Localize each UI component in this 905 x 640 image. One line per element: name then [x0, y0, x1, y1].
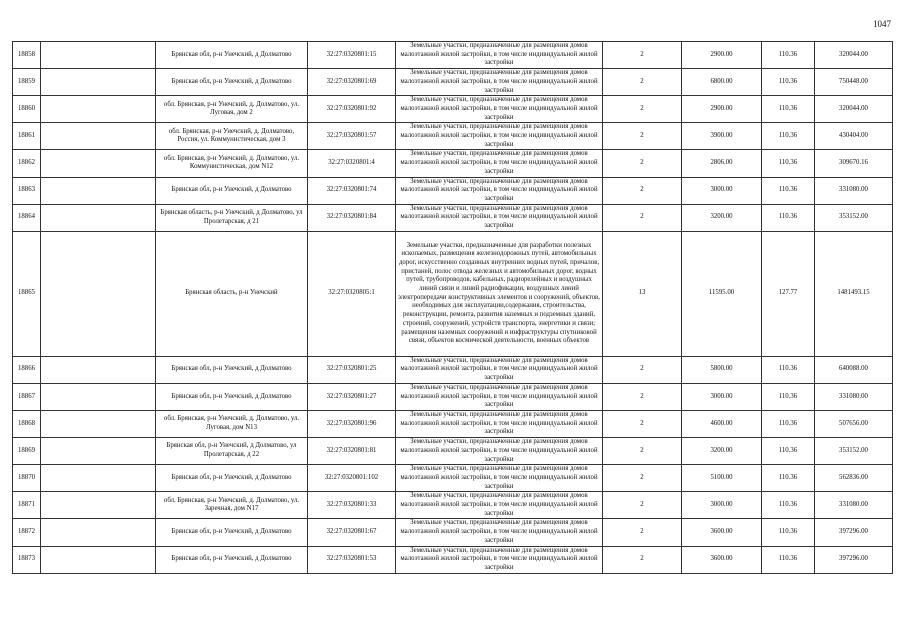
row-number-cell: 18870 [13, 465, 41, 492]
group-cell: 2 [603, 546, 682, 573]
address-cell: Брянская область, р-н Унечский, д Долматово, ул Пролетарская, д 21 [156, 204, 308, 231]
land-use-cell: Земельные участки, предназначенные для размещения домов малоэтажной жилой застройки, в том числе индивидуальной жилой застройки [396, 546, 603, 573]
rate-cell: 110.36 [762, 519, 815, 546]
address-cell: Брянская обл, р-н Унечский, д Долматово, ул Пролетарская, д 22 [156, 438, 308, 465]
spacer-cell [41, 69, 156, 96]
cadastral-number-cell: 32:27:0320801:69 [308, 69, 396, 96]
area-cell: 11595.00 [682, 231, 762, 356]
row-number-cell: 18864 [13, 204, 41, 231]
rate-cell: 110.36 [762, 546, 815, 573]
land-use-cell: Земельные участки, предназначенные для размещения домов малоэтажной жилой застройки, в том числе индивидуальной жилой застройки [396, 96, 603, 123]
table-row [13, 383, 893, 410]
rate-cell: 110.36 [762, 150, 815, 177]
cadastral-number-cell: 32:27:0320801:102 [308, 465, 396, 492]
address-cell: Брянская обл, р-н Унечский, д Долматово [156, 177, 308, 204]
row-number-cell: 18866 [13, 356, 41, 383]
spacer-cell [41, 383, 156, 410]
rate-cell: 110.36 [762, 42, 815, 69]
spacer-cell [41, 410, 156, 437]
spacer-cell [41, 519, 156, 546]
table-body [13, 42, 893, 574]
area-cell: 3600.00 [682, 546, 762, 573]
rate-cell: 110.36 [762, 69, 815, 96]
table-row [13, 231, 893, 356]
cadastral-value-cell: 750448.00 [815, 69, 893, 96]
table-row [13, 465, 893, 492]
row-number-cell: 18862 [13, 150, 41, 177]
row-number-cell: 18860 [13, 96, 41, 123]
spacer-cell [41, 150, 156, 177]
spacer-cell [41, 438, 156, 465]
area-cell: 3000.00 [682, 492, 762, 519]
cadastral-value-cell: 397296.00 [815, 546, 893, 573]
row-number-cell: 18873 [13, 546, 41, 573]
area-cell: 5100.00 [682, 465, 762, 492]
address-cell: Брянская обл, р-н Унечский, д Долматово [156, 465, 308, 492]
row-number-cell: 18865 [13, 231, 41, 356]
cadastral-number-cell: 32:27:0320801:4 [308, 150, 396, 177]
land-use-cell: Земельные участки, предназначенные для размещения домов малоэтажной жилой застройки, в том числе индивидуальной жилой застройки [396, 150, 603, 177]
spacer-cell [41, 42, 156, 69]
address-cell: обл. Брянская, р-н Унечский, д. Долматово, ул. Коммунистическая, дом N12 [156, 150, 308, 177]
row-number-cell: 18868 [13, 410, 41, 437]
table-row [13, 410, 893, 437]
rate-cell: 110.36 [762, 465, 815, 492]
row-number-cell: 18858 [13, 42, 41, 69]
rate-cell: 110.36 [762, 410, 815, 437]
rate-cell: 110.36 [762, 383, 815, 410]
cadastral-number-cell: 32:27:0320801:33 [308, 492, 396, 519]
table-row [13, 69, 893, 96]
cadastral-value-cell: 320044.00 [815, 96, 893, 123]
group-cell: 2 [603, 177, 682, 204]
cadastral-value-cell: 397296.00 [815, 519, 893, 546]
area-cell: 3200.00 [682, 438, 762, 465]
cadastral-number-cell: 32:27:0320801:74 [308, 177, 396, 204]
address-cell: Брянская обл, р-н Унечский, д Долматово [156, 546, 308, 573]
area-cell: 5800.00 [682, 356, 762, 383]
area-cell: 3200.00 [682, 204, 762, 231]
table-row [13, 204, 893, 231]
address-cell: обл. Брянская, р-н Унечский, д. Долматово, ул. Луговая, дом 2 [156, 96, 308, 123]
address-cell: обл. Брянская, р-н Унечский, д. Долматово, Россия, ул. Коммунистическая, дом 3 [156, 123, 308, 150]
table-row [13, 519, 893, 546]
cadastral-number-cell: 32:27:0320801:81 [308, 438, 396, 465]
cadastral-value-cell: 1481493.15 [815, 231, 893, 356]
cadastral-value-cell: 353152.00 [815, 438, 893, 465]
land-use-cell: Земельные участки, предназначенные для разработки полезных ископаемых, размещения железнодорожных путей, автомобильных дорог, искусственно созданных внутренних водных путей, причалов, пристаней, полос отвода железных и автомобильных дорог, водных путей, трубопроводов, кабельных, радиорелейных и воздушных линий связи и линий радиофикации, воздушных линий электропередачи конструктивных элементов и сооружений, объектов, необходимых для эксплуатации,содержания, строительства, реконструкции, ремонта, развития наземных и подземных зданий, строений, сооружений, устройств транспорта, энергетики и связи; размещения наземных сооружений и инфраструктуры спутниковой связи, объектов космической деятельности, военных объектов [396, 231, 603, 356]
cadastral-value-cell: 320044.00 [815, 42, 893, 69]
cadastral-number-cell: 32:27:0320801:92 [308, 96, 396, 123]
cadastral-number-cell: 32:27:0320805:1 [308, 231, 396, 356]
area-cell: 6800.00 [682, 69, 762, 96]
cadastral-value-cell: 331080.00 [815, 492, 893, 519]
address-cell: Брянская область, р-н Унечский [156, 231, 308, 356]
spacer-cell [41, 231, 156, 356]
page-number: 1047 [873, 19, 891, 29]
row-number-cell: 18861 [13, 123, 41, 150]
rate-cell: 110.36 [762, 204, 815, 231]
cadastral-value-cell: 309670.16 [815, 150, 893, 177]
group-cell: 2 [603, 492, 682, 519]
cadastral-value-cell: 507656.00 [815, 410, 893, 437]
land-use-cell: Земельные участки, предназначенные для размещения домов малоэтажной жилой застройки, в том числе индивидуальной жилой застройки [396, 410, 603, 437]
group-cell: 2 [603, 150, 682, 177]
land-use-cell: Земельные участки, предназначенные для размещения домов малоэтажной жилой застройки, в том числе индивидуальной жилой застройки [396, 492, 603, 519]
row-number-cell: 18872 [13, 519, 41, 546]
cadastral-value-cell: 331080.00 [815, 383, 893, 410]
group-cell: 2 [603, 69, 682, 96]
group-cell: 2 [603, 123, 682, 150]
row-number-cell: 18867 [13, 383, 41, 410]
cadastral-number-cell: 32:27:0320801:67 [308, 519, 396, 546]
rate-cell: 110.36 [762, 492, 815, 519]
table-row [13, 546, 893, 573]
table-row [13, 150, 893, 177]
spacer-cell [41, 123, 156, 150]
table-row [13, 177, 893, 204]
land-use-cell: Земельные участки, предназначенные для размещения домов малоэтажной жилой застройки, в том числе индивидуальной жилой застройки [396, 42, 603, 69]
cadastral-number-cell: 32:27:0320801:84 [308, 204, 396, 231]
cadastral-number-cell: 32:27:0320801:25 [308, 356, 396, 383]
cadastral-value-cell: 562836.00 [815, 465, 893, 492]
address-cell: Брянская обл, р-н Унечский, д Долматово [156, 69, 308, 96]
land-use-cell: Земельные участки, предназначенные для размещения домов малоэтажной жилой застройки, в том числе индивидуальной жилой застройки [396, 465, 603, 492]
cadastral-number-cell: 32:27:0320801:27 [308, 383, 396, 410]
land-registry-table [12, 41, 893, 574]
rate-cell: 110.36 [762, 177, 815, 204]
land-use-cell: Земельные участки, предназначенные для размещения домов малоэтажной жилой застройки, в том числе индивидуальной жилой застройки [396, 356, 603, 383]
table-row [13, 438, 893, 465]
area-cell: 2806.00 [682, 150, 762, 177]
cadastral-value-cell: 331080.00 [815, 177, 893, 204]
area-cell: 2900.00 [682, 96, 762, 123]
group-cell: 2 [603, 204, 682, 231]
row-number-cell: 18863 [13, 177, 41, 204]
group-cell: 2 [603, 356, 682, 383]
row-number-cell: 18869 [13, 438, 41, 465]
land-use-cell: Земельные участки, предназначенные для размещения домов малоэтажной жилой застройки, в том числе индивидуальной жилой застройки [396, 177, 603, 204]
area-cell: 3000.00 [682, 177, 762, 204]
spacer-cell [41, 356, 156, 383]
group-cell: 2 [603, 519, 682, 546]
address-cell: обл. Брянская, р-н Унечский, д. Долматово, ул. Заречная, дом N17 [156, 492, 308, 519]
row-number-cell: 18871 [13, 492, 41, 519]
group-cell: 13 [603, 231, 682, 356]
row-number-cell: 18859 [13, 69, 41, 96]
area-cell: 3600.00 [682, 519, 762, 546]
rate-cell: 110.36 [762, 96, 815, 123]
rate-cell: 127.77 [762, 231, 815, 356]
area-cell: 2900.00 [682, 42, 762, 69]
table-row [13, 42, 893, 69]
land-use-cell: Земельные участки, предназначенные для размещения домов малоэтажной жилой застройки, в том числе индивидуальной жилой застройки [396, 69, 603, 96]
cadastral-value-cell: 640088.00 [815, 356, 893, 383]
table-row [13, 96, 893, 123]
table-row [13, 123, 893, 150]
address-cell: Брянская обл, р-н Унечский, д Долматово [156, 356, 308, 383]
group-cell: 2 [603, 96, 682, 123]
cadastral-number-cell: 32:27:0320801:15 [308, 42, 396, 69]
group-cell: 2 [603, 42, 682, 69]
land-use-cell: Земельные участки, предназначенные для размещения домов малоэтажной жилой застройки, в том числе индивидуальной жилой застройки [396, 204, 603, 231]
group-cell: 2 [603, 383, 682, 410]
land-use-cell: Земельные участки, предназначенные для размещения домов малоэтажной жилой застройки, в том числе индивидуальной жилой застройки [396, 438, 603, 465]
address-cell: обл. Брянская, р-н Унечский, д. Долматово, ул. Луговая, дом N13 [156, 410, 308, 437]
spacer-cell [41, 204, 156, 231]
spacer-cell [41, 465, 156, 492]
rate-cell: 110.36 [762, 356, 815, 383]
land-use-cell: Земельные участки, предназначенные для размещения домов малоэтажной жилой застройки, в том числе индивидуальной жилой застройки [396, 123, 603, 150]
address-cell: Брянская обл, р-н Унечский, д Долматово [156, 42, 308, 69]
spacer-cell [41, 96, 156, 123]
spacer-cell [41, 546, 156, 573]
cadastral-value-cell: 430404.00 [815, 123, 893, 150]
area-cell: 3000.00 [682, 383, 762, 410]
rate-cell: 110.36 [762, 438, 815, 465]
table-row [13, 356, 893, 383]
spacer-cell [41, 177, 156, 204]
land-use-cell: Земельные участки, предназначенные для размещения домов малоэтажной жилой застройки, в том числе индивидуальной жилой застройки [396, 519, 603, 546]
table-row [13, 492, 893, 519]
address-cell: Брянская обл, р-н Унечский, д Долматово [156, 519, 308, 546]
cadastral-number-cell: 32:27:0320801:96 [308, 410, 396, 437]
address-cell: Брянская обл, р-н Унечский, д Долматово [156, 383, 308, 410]
land-use-cell: Земельные участки, предназначенные для размещения домов малоэтажной жилой застройки, в том числе индивидуальной жилой застройки [396, 383, 603, 410]
cadastral-number-cell: 32:27:0320801:57 [308, 123, 396, 150]
rate-cell: 110.36 [762, 123, 815, 150]
cadastral-value-cell: 353152.00 [815, 204, 893, 231]
area-cell: 4600.00 [682, 410, 762, 437]
cadastral-number-cell: 32:27:0320801:53 [308, 546, 396, 573]
group-cell: 2 [603, 465, 682, 492]
group-cell: 2 [603, 410, 682, 437]
group-cell: 2 [603, 438, 682, 465]
area-cell: 3900.00 [682, 123, 762, 150]
spacer-cell [41, 492, 156, 519]
